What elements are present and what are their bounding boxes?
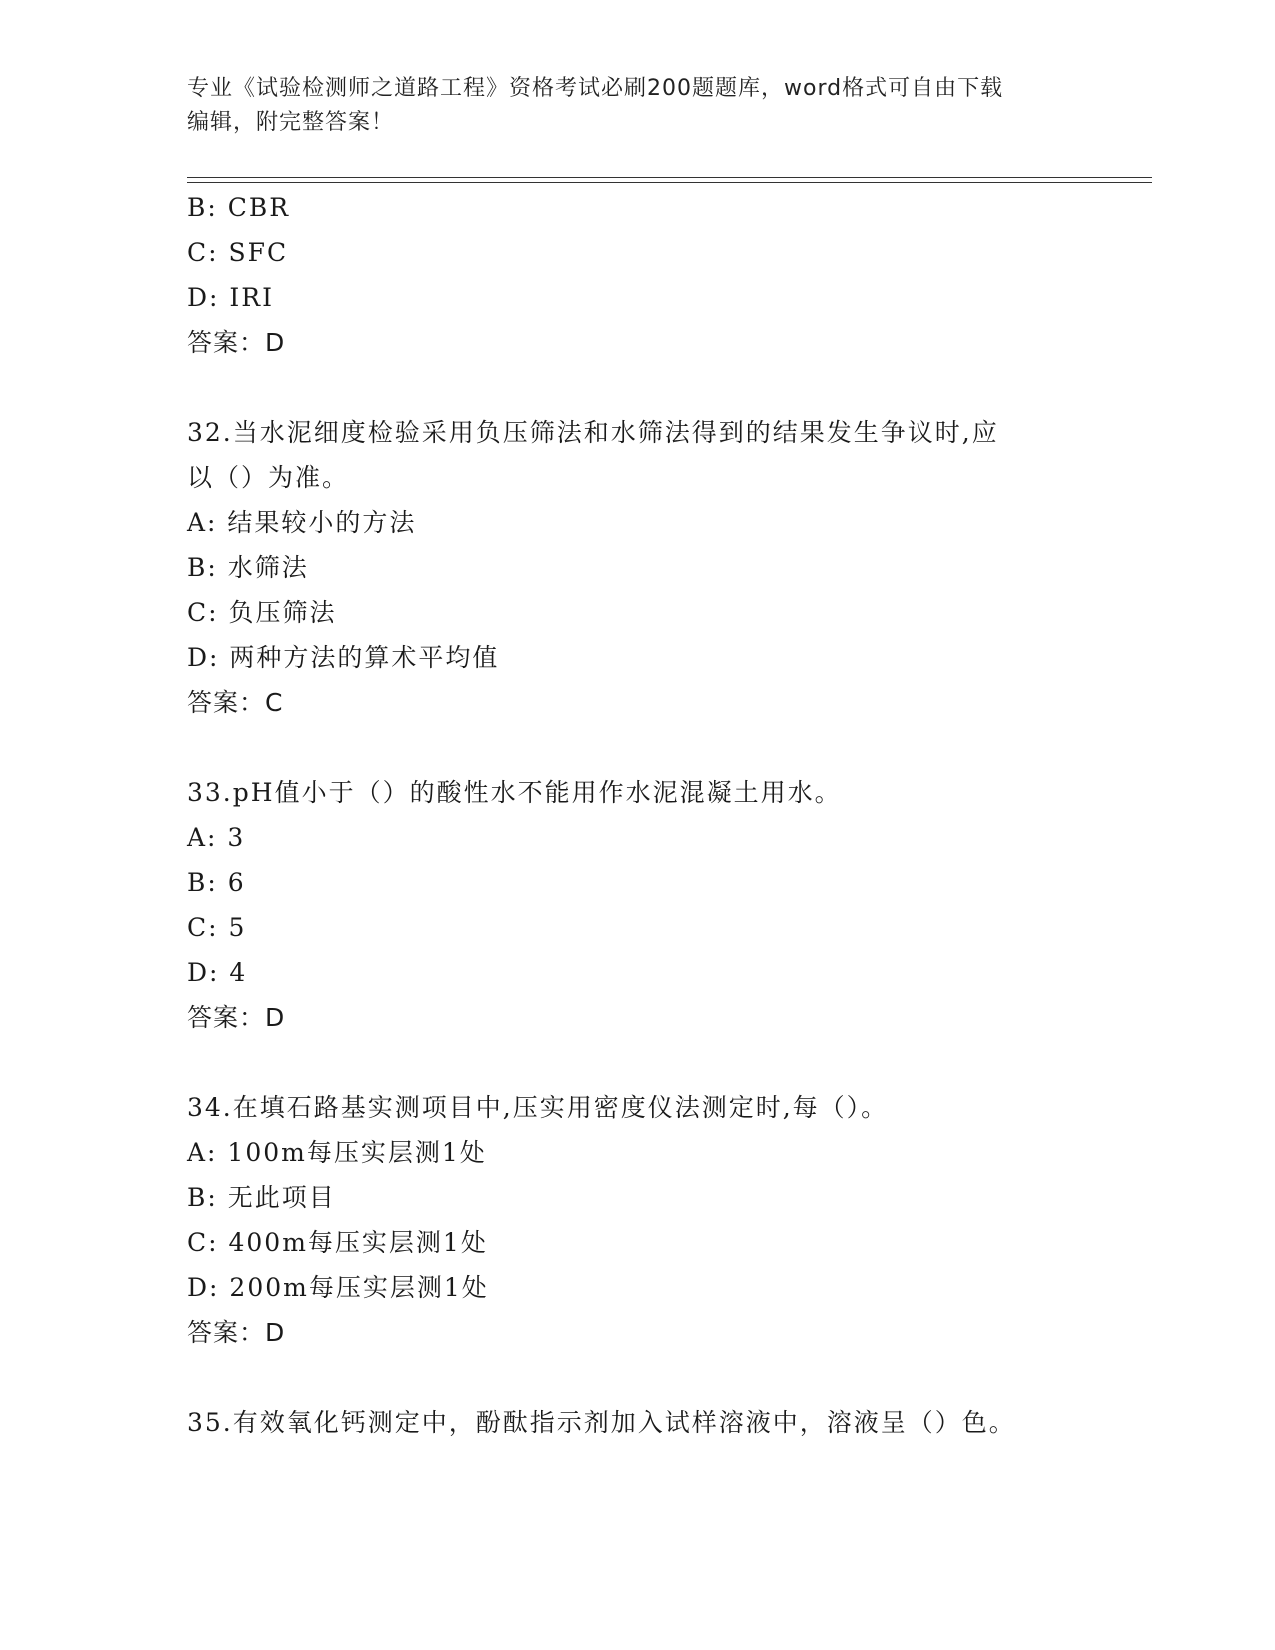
q32-answer: 答案：C: [187, 688, 284, 717]
q33-option-a: A: 3: [187, 823, 246, 852]
q34-option-d: D: 200m每压实层测1处: [187, 1273, 489, 1302]
q34-option-a: A: 100m每压实层测1处: [187, 1138, 487, 1167]
q31-option-c: C: SFC: [187, 238, 289, 267]
q32-option-c: C: 负压筛法: [187, 598, 337, 627]
q31-answer: 答案：D: [187, 328, 286, 357]
q32-stem-line1: 32.当水泥细度检验采用负压筛法和水筛法得到的结果发生争议时,应: [187, 418, 999, 447]
q32-option-b: B: 水筛法: [187, 553, 309, 582]
q34-stem: 34.在填石路基实测项目中,压实用密度仪法测定时,每（）。: [187, 1093, 889, 1122]
q33-answer: 答案：D: [187, 1003, 286, 1032]
q34-option-c: C: 400m每压实层测1处: [187, 1228, 488, 1257]
header-title-line1: 专业《试验检测师之道路工程》资格考试必刷200题题库，word格式可自由下载: [187, 76, 1004, 101]
q34-answer: 答案：D: [187, 1318, 286, 1347]
q32-option-a: A: 结果较小的方法: [187, 508, 417, 537]
header-divider-bottom: [187, 182, 1152, 183]
q34-option-b: B: 无此项目: [187, 1183, 336, 1212]
document-header: [187, 72, 1087, 140]
header-title-line2: 编辑，附完整答案！: [187, 110, 395, 135]
q31-option-d: D: IRI: [187, 283, 274, 312]
q33-stem: 33.pH值小于（）的酸性水不能用作水泥混凝土用水。: [187, 778, 842, 807]
q33-option-d: D: 4: [187, 958, 248, 987]
q32-option-d: D: 两种方法的算术平均值: [187, 643, 500, 672]
q33-option-c: C: 5: [187, 913, 247, 942]
q31-option-b: B: CBR: [187, 193, 291, 222]
q35-stem: 35.有效氧化钙测定中，酚酞指示剂加入试样溶液中，溶液呈（）色。: [187, 1408, 1016, 1437]
header-divider-top: [187, 177, 1152, 178]
q33-option-b: B: 6: [187, 868, 246, 897]
q32-stem-line2: 以（）为准。: [187, 463, 350, 492]
